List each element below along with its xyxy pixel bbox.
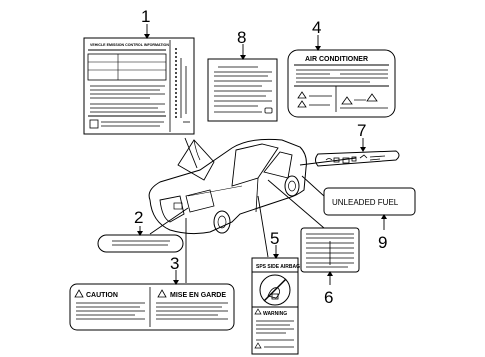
label-9-unleaded-fuel — [324, 188, 415, 215]
caution-text: CAUTION — [86, 292, 118, 299]
emission-label-title: VEHICLE EMISSION CONTROL INFORMATION — [90, 43, 169, 47]
callout-7: 7 — [357, 121, 367, 140]
callout-4: 4 — [312, 18, 322, 37]
callout-2: 2 — [134, 208, 144, 227]
airbag-label-title: SPS SIDE AIRBAG — [256, 264, 300, 270]
label-3-caution — [70, 284, 234, 330]
callout-8: 8 — [237, 28, 247, 47]
callout-numbers — [134, 7, 387, 307]
callout-9: 9 — [378, 233, 388, 252]
label-8 — [208, 59, 277, 121]
car-illustration — [149, 139, 306, 233]
leader-lines — [140, 24, 384, 285]
label-5-side-airbag — [252, 258, 300, 354]
label-1-emission-control — [84, 38, 194, 134]
fuel-label-text: UNLEADED FUEL — [332, 198, 399, 207]
label-6 — [301, 228, 359, 272]
label-4-air-conditioner — [288, 50, 395, 117]
mise-en-garde-text: MISE EN GARDE — [170, 292, 227, 299]
airbag-warning-text: WARNING — [263, 311, 288, 317]
ac-label-title: AIR CONDITIONER — [305, 56, 368, 63]
callout-5: 5 — [270, 229, 280, 248]
label-2 — [98, 235, 183, 252]
callout-6: 6 — [324, 288, 334, 307]
callout-3: 3 — [170, 254, 180, 273]
callout-1: 1 — [141, 7, 151, 26]
label-7 — [316, 151, 400, 166]
